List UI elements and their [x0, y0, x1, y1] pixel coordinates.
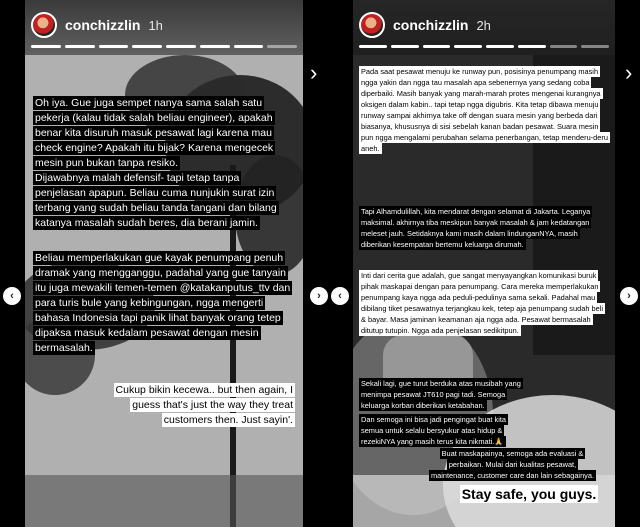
- story-left[interactable]: [25, 0, 303, 527]
- text-block: Dan semoga ini bisa jadi pengingat buat kita semua untuk selalu bersyukur atas hidup & rezekiNYA yang masih terus kita nikmati.🙏: [361, 415, 507, 446]
- next-circle-icon[interactable]: ›: [310, 287, 328, 305]
- story-header[interactable]: [31, 12, 163, 38]
- username[interactable]: conchizzlin: [65, 17, 141, 33]
- text-block: Tapi Alhamdulillah, kita mendarat dengan selamat di Jakarta. Leganya maksimal. akhirnya tiba meskipun banyak masalah & jam kedatangan meleset jauh. Setidaknya kami masih dalam lindunganNYA, masih diberikan kesempatan bertemu keluarga dirumah.: [361, 207, 591, 249]
- text-block: Cukup bikin kecewa.. but then again, I guess that's just the way they treat customers then. Just sayin'.: [115, 384, 293, 426]
- story-progress-bar: [31, 45, 297, 48]
- text-block: Beliau memperlakukan gue kayak penumpang penuh dramak yang mengganggu, padahal yang gue tanyain itu juga mewakili temen-temen @katakanputus_ttv dan para turis bule yang kebingungan, ngga mengerti bahasa Indonesia tapi panik lihat banyak orang tetep dipaksa masuk kedalam pesawat dengan mesin bermasalah.: [35, 252, 291, 354]
- next-story-chevron-icon[interactable]: ›: [310, 60, 318, 85]
- previous-circle-icon-right[interactable]: ‹: [331, 287, 349, 305]
- text-block: Sekali lagi, gue turut berduka atas musibah yang menimpa pesawat JT610 pagi tadi. Semoga keluarga korban diberikan ketabahan.: [361, 379, 521, 410]
- stay-safe-text: Stay safe, you guys.: [461, 486, 597, 502]
- avatar[interactable]: [359, 12, 385, 38]
- text-block: Pada saat pesawat menuju ke runway pun, posisinya penumpang masih ngga yakin dan ngga tau masalah apa sebenernya yang sedang coba diperbaiki. Masih banyak yang marah-marah protes mengenai kurangnya oksigen dalam kabin.. tapi tetap ngga digubris. Kita tetap dibawa menuju runway sampai akhirnya take off dengan suara mesin yang berbeda dari biasanya, khususnya di sisi sebelah kanan badan pesawat. Suara mesin pun ngga mengalami perubahan selama penerbangan, tetap menderu-deru aneh.: [361, 67, 608, 153]
- avatar[interactable]: [31, 12, 57, 38]
- next-circle-icon-right[interactable]: ›: [620, 287, 638, 305]
- previous-circle-icon[interactable]: ‹: [3, 287, 21, 305]
- text-block: Buat maskapainya, semoga ada evaluasi & perbaikan. Mulai dari kualitas pesawat, maintenance, customer care dan lain sebagainya.: [430, 449, 595, 480]
- text-block: Inti dari cerita gue adalah, gue sangat menyayangkan komunikasi buruk pihak maskapai dengan para penumpang. Cara mereka memperlakukan penumpang kaya ngga ada peduli-pedulinya sama sekali. Padahal mau dibilang tiket pesawatnya terjangkau kek, tetep aja penumpang sudah beli & bayar. Masa jaminan keamanan aja ngga ada. Pesawat bermasalah ditutup tutupin. Ngga ada penjelasan sedikitpun.: [361, 271, 604, 335]
- post-time: 1h: [148, 17, 163, 33]
- post-time: 2h: [476, 17, 491, 33]
- text-block: Dijawabnya malah defensif- tapi tetap tanpa penjelasan apapun. Beliau cuma nunjukin surat izin terbang yang sudah beliau tanda tangani dan bilang katanya masalah sudah beres, dia berani jamin.: [35, 172, 277, 229]
- text-block: Oh iya. Gue juga sempet nanya sama salah satu pekerja (kalau tidak salah beliau engineer), apakah benar kita disuruh masuk pesawat lagi karena mau check engine? Apakah itu bijak? Karena mengecek mesin pun bukan tanpa resiko.: [35, 97, 274, 169]
- story-right[interactable]: [353, 0, 615, 527]
- story-header[interactable]: [359, 12, 491, 38]
- story-progress-bar: [359, 45, 609, 48]
- username[interactable]: conchizzlin: [393, 17, 469, 33]
- next-story-chevron-icon-right[interactable]: ›: [625, 60, 633, 85]
